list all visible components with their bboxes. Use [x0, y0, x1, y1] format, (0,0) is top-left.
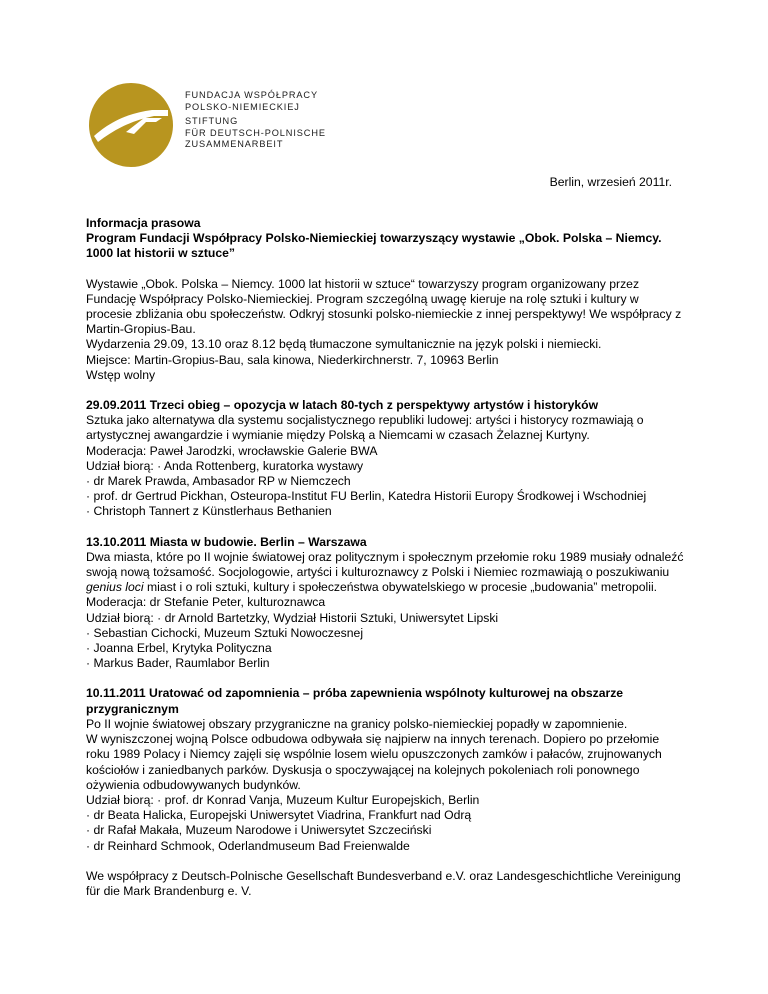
event-description-italic: genius loci	[86, 580, 144, 595]
press-title: Program Fundacji Współpracy Polsko-Niemieckiej towarzyszący wystawie „Obok. Polska – Niemcy. 1000 lat historii w sztuce”	[86, 231, 662, 261]
event-participant: · Sebastian Cichocki, Muzeum Sztuki Nowoczesnej	[86, 625, 364, 640]
intro-paragraph: Wstęp wolny	[86, 367, 156, 382]
logo-line: FUNDACJA WSPÓŁPRACY	[185, 90, 318, 100]
logo-line: ZUSAMMENARBEIT	[185, 139, 284, 150]
intro-section	[86, 277, 686, 383]
event-2	[86, 535, 686, 672]
event-title: 29.09.2011 Trzeci obieg – opozycja w latach 80-tych z perspektywy artystów i historyków	[86, 398, 599, 413]
event-title: 13.10.2011 Miasta w budowie. Berlin – Warszawa	[86, 534, 367, 549]
event-participant: Udział biorą: · Anda Rottenberg, kuratorka wystawy	[86, 458, 364, 473]
event-participant: · dr Rafał Makała, Muzeum Narodowe i Uniwersytet Szczeciński	[86, 823, 432, 838]
event-description-text: Dwa miasta, które po II wojnie światowej oraz politycznym i społecznym przełomie roku 1989 musiały odnaleźć swoją nową tożsamość. Socjologowie, artyści i kulturoznawcy z Polski i Niemiec rozmawiają o poszukiwaniu	[86, 549, 684, 580]
event-participant: · dr Beata Halicka, Europejski Uniwersytet Viadrina, Frankfurt nad Odrą	[86, 808, 472, 823]
foundation-logo	[86, 80, 346, 180]
press-heading: Informacja prasowa	[86, 216, 201, 230]
foundation-logo-emblem-icon	[86, 80, 176, 170]
press-header	[86, 216, 686, 262]
intro-paragraph: Wystawie „Obok. Polska – Niemcy. 1000 lat historii w sztuce“ towarzyszy program organizowany przez Fundację Współpracy Polsko-Niemieckiej. Program szczególną uwagę kieruje na rolę sztuki i kultury w procesie zbliżania obu społeczeństw. Odkryj stosunki polsko-niemieckie z innej perspektywy! We współpracy z Martin-Gropius-Bau.	[86, 276, 682, 337]
event-participant: Udział biorą: · prof. dr Konrad Vanja, Muzeum Kultur Europejskich, Berlin	[86, 792, 480, 807]
event-moderation: Moderacja: Paweł Jarodzki, wrocławskie Galerie BWA	[86, 443, 378, 458]
event-participant: Udział biorą: · dr Arnold Bartetzky, Wydział Historii Sztuki, Uniwersytet Lipski	[86, 610, 499, 625]
event-participant: · dr Marek Prawda, Ambasador RP w Niemczech	[86, 474, 351, 489]
event-description-text: miast i o roli sztuki, kultury i społeczeństwa obywatelskiego w procesie „budowania” metropolii.	[143, 580, 658, 595]
event-title: 10.11.2011 Uratować od zapomnienia – próba zapewnienia wspólnoty kulturowej na obszarze przygranicznym	[86, 686, 624, 716]
event-participant: · Christoph Tannert z Künstlerhaus Bethanien	[86, 504, 332, 519]
intro-paragraph: Miejsce: Martin-Gropius-Bau, sala kinowa, Niederkirchnerstr. 7, 10963 Berlin	[86, 352, 499, 367]
document-date: Berlin, wrzesień 2011r.	[549, 175, 672, 189]
logo-line: FÜR DEUTSCH-POLNISCHE	[185, 127, 326, 138]
event-participant: · Joanna Erbel, Krytyka Polityczna	[86, 641, 272, 656]
event-participant: · prof. dr Gertrud Pickhan, Osteuropa-Institut FU Berlin, Katedra Historii Europy Środkowej i Wschodniej	[86, 489, 647, 504]
event-description: W wyniszczonej wojną Polsce odbudowa odbywała się najpierw na innych terenach. Dopiero po przełomie roku 1989 Polacy i Niemcy zajęli się wspólnie losem wielu opuszczonych zamków i pałaców, zrujnowanych kościołów i zaniedbanych parków. Dyskusja o spoczywającej na kolejnych pokoleniach roli ponownego ożywienia odbudowywanych budynków.	[86, 732, 662, 792]
logo-line: POLSKO-NIEMIECKIEJ	[185, 101, 300, 112]
logo-wordmark	[185, 90, 326, 151]
event-description: Po II wojnie światowej obszary przygraniczne na granicy polsko-niemieckiej popadły w zapomnienie.	[86, 716, 628, 731]
closing-section	[86, 869, 686, 899]
intro-paragraph: Wydarzenia 29.09, 13.10 oraz 8.12 będą tłumaczone symultanicznie na język polski i niemiecki.	[86, 337, 602, 352]
event-moderation: Moderacja: dr Stefanie Peter, kulturoznawca	[86, 595, 326, 610]
logo-line: STIFTUNG	[185, 116, 239, 127]
closing-paragraph: We współpracy z Deutsch-Polnische Gesellschaft Bundesverband e.V. oraz Landesgeschichtliche Vereinigung für die Mark Brandenburg e. V.	[86, 868, 681, 898]
event-participant: · dr Reinhard Schmook, Oderlandmuseum Bad Freienwalde	[86, 838, 410, 853]
event-3	[86, 686, 686, 853]
event-participant: · Markus Bader, Raumlabor Berlin	[86, 656, 270, 671]
event-description	[86, 550, 686, 596]
event-1	[86, 398, 686, 520]
press-release-body	[86, 216, 686, 914]
event-description: Sztuka jako alternatywa dla systemu socjalistycznego republiki ludowej: artyści i historycy rozmawiają o artystycznej awangardzie i wymianie między Polską a Niemcami w czasach Żelaznej Kurtyny.	[86, 413, 644, 443]
